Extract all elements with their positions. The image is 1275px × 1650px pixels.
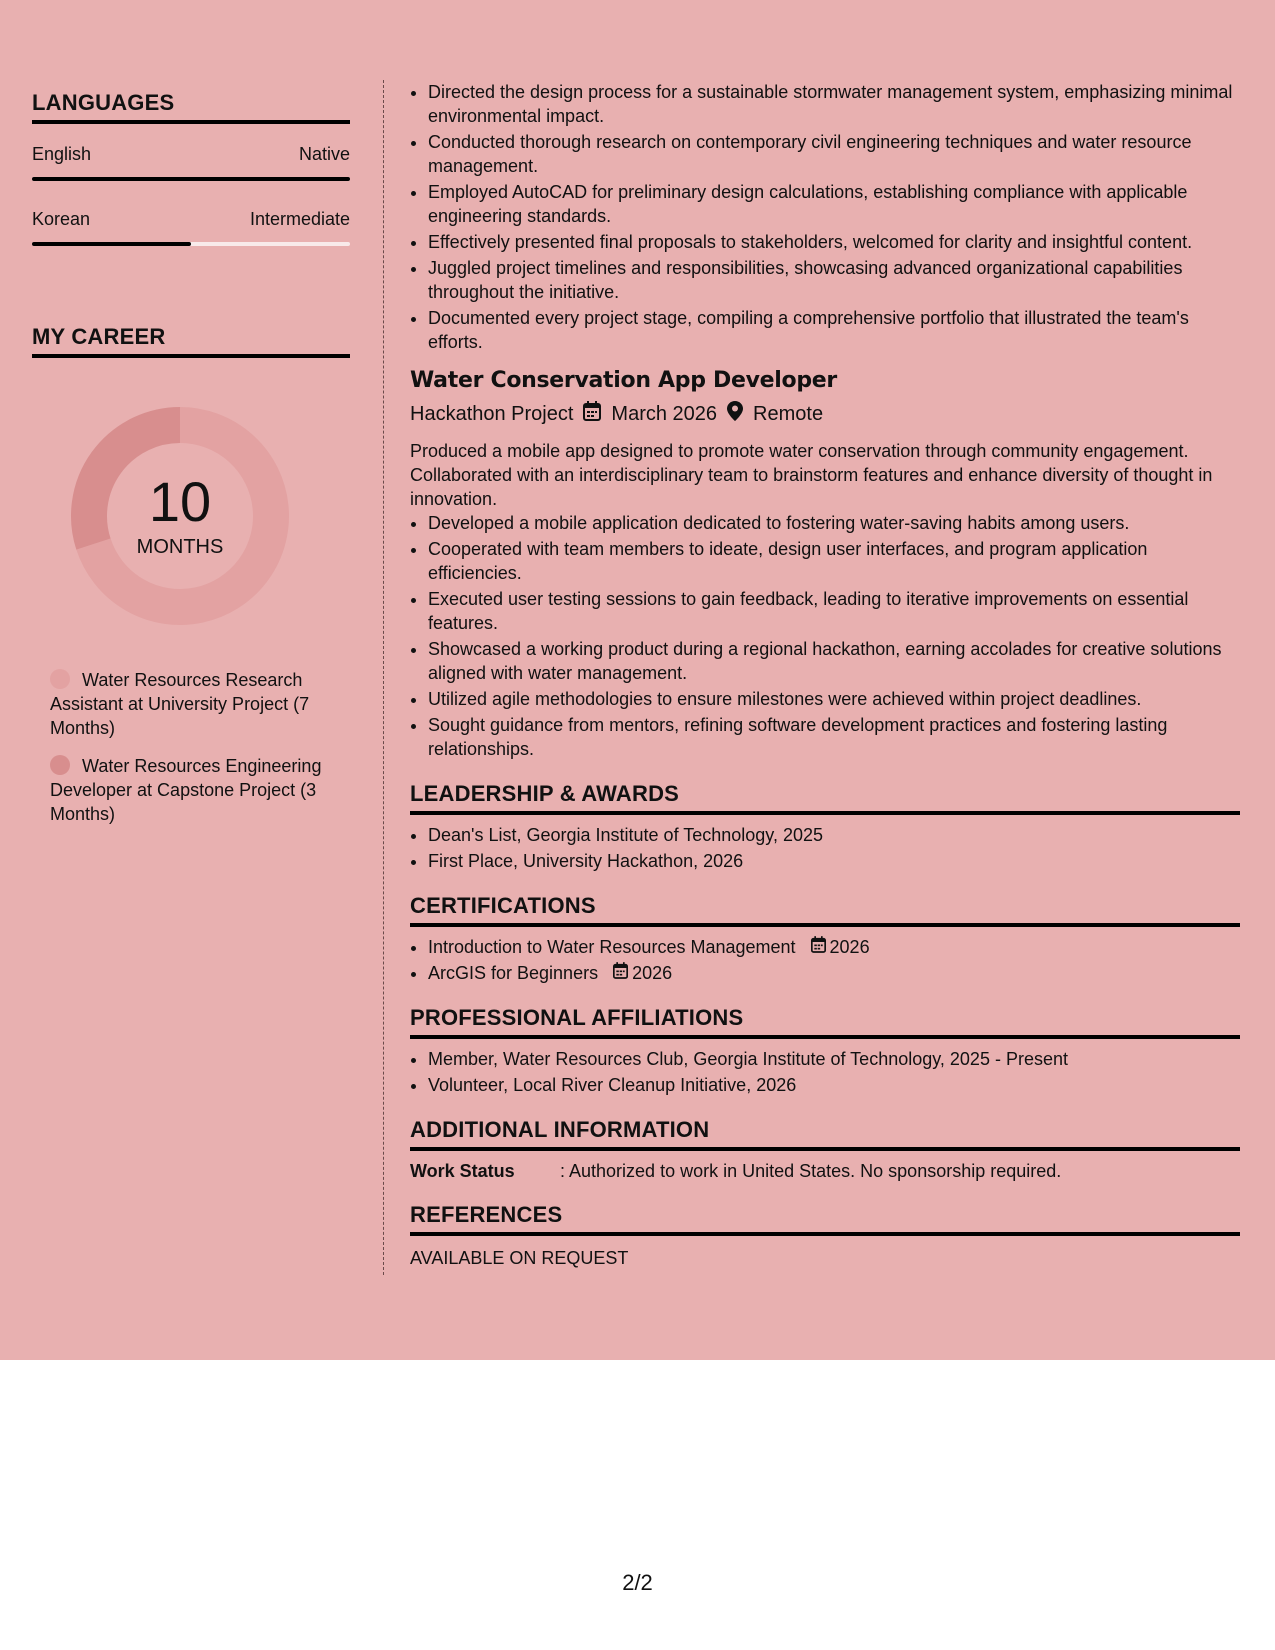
list-item: • Executed user testing sessions to gain feedback, leading to iterative improvements on essential features.	[428, 587, 1240, 635]
calendar-icon	[811, 935, 826, 959]
career-legend	[50, 668, 350, 826]
list-item	[428, 961, 1240, 985]
job-location: Remote	[753, 402, 824, 425]
language-proficiency-fill	[32, 242, 191, 246]
list-item: • Effectively presented final proposals to stakeholders, welcomed for clarity and insightful content.	[428, 230, 1240, 254]
job-org: Hackathon Project	[410, 402, 574, 425]
legend-dot	[50, 669, 70, 689]
list-item: • Directed the design process for a sustainable stormwater management system, emphasizing minimal environmental impact.	[428, 80, 1240, 128]
work-status-value: : Authorized to work in United States. No sponsorship required.	[560, 1161, 1062, 1181]
left-column	[32, 90, 350, 840]
list-item: • Juggled project timelines and responsibilities, showcasing advanced organizational capabilities throughout the initiative.	[428, 256, 1240, 304]
work-status-label: Work Status	[410, 1161, 515, 1181]
calendar-icon	[583, 401, 601, 427]
language-level: Native	[298, 144, 350, 164]
language-name: English	[32, 144, 92, 164]
language-proficiency-fill	[32, 177, 350, 181]
list-item: • Employed AutoCAD for preliminary design calculations, establishing compliance with applicable engineering standards.	[428, 180, 1240, 228]
leadership-section	[410, 781, 1240, 873]
job-title: Water Conservation App Developer	[410, 368, 837, 393]
cert-name: ArcGIS for Beginners	[428, 963, 599, 983]
language-proficiency-bar	[32, 242, 350, 246]
location-pin-icon	[727, 401, 743, 427]
job-description: Produced a mobile app designed to promote water conservation through community engagement. Collaborated with an interdisciplinary team to brainstorm features and enhance diversity of thought in innovation.	[410, 441, 1213, 509]
additional-title: ADDITIONAL INFORMATION	[410, 1117, 1240, 1151]
language-item-english	[32, 144, 350, 181]
leadership-title: LEADERSHIP & AWARDS	[410, 781, 1240, 815]
additional-section	[410, 1117, 1240, 1182]
career-total-number: 10	[148, 469, 212, 533]
language-name: Korean	[32, 209, 91, 229]
certifications-section	[410, 893, 1240, 985]
career-donut-chart	[66, 402, 294, 630]
certifications-title: CERTIFICATIONS	[410, 893, 1240, 927]
language-proficiency-bar	[32, 177, 350, 181]
references-title: REFERENCES	[410, 1202, 1240, 1236]
list-item	[428, 935, 1240, 959]
list-item: • Showcased a working product during a regional hackathon, earning accolades for creative solutions aligned with water management.	[428, 637, 1240, 685]
legend-label: Water Resources Research Assistant at University Project (7 Months)	[50, 670, 310, 738]
career-total-unit: MONTHS	[136, 535, 224, 558]
languages-title: LANGUAGES	[32, 90, 350, 124]
job-date: March 2026	[611, 402, 718, 425]
list-item: • Dean's List, Georgia Institute of Technology, 2025	[428, 823, 1240, 847]
page-number: 2/2	[622, 1570, 653, 1595]
cert-year: 2026	[632, 963, 673, 983]
list-item: • Sought guidance from mentors, refining software development practices and fostering lasting relationships.	[428, 713, 1240, 761]
cert-name: Introduction to Water Resources Management	[428, 937, 796, 957]
experience-continued-bullets	[410, 80, 1240, 354]
cert-year: 2026	[829, 937, 870, 957]
language-item-korean	[32, 209, 350, 246]
list-item: • Developed a mobile application dedicated to fostering water-saving habits among users.	[428, 511, 1240, 535]
list-item: • Volunteer, Local River Cleanup Initiative, 2026	[428, 1073, 1240, 1097]
donut-center	[66, 402, 294, 630]
list-item: • Cooperated with team members to ideate, design user interfaces, and program application efficiencies.	[428, 537, 1240, 585]
column-divider	[383, 80, 384, 1275]
list-item: • Member, Water Resources Club, Georgia Institute of Technology, 2025 - Present	[428, 1047, 1240, 1071]
language-level: Intermediate	[249, 209, 350, 229]
affiliations-section	[410, 1005, 1240, 1097]
calendar-icon	[613, 961, 628, 985]
career-legend-item	[50, 668, 350, 740]
job-meta	[410, 401, 1240, 427]
right-column	[410, 80, 1240, 1269]
list-item: • Documented every project stage, compiling a comprehensive portfolio that illustrated the team's efforts.	[428, 306, 1240, 354]
list-item: • Conducted thorough research on contemporary civil engineering techniques and water resource management.	[428, 130, 1240, 178]
legend-label: Water Resources Engineering Developer at Capstone Project (3 Months)	[50, 756, 322, 824]
work-status-row	[410, 1161, 1240, 1182]
list-item: • First Place, University Hackathon, 2026	[428, 849, 1240, 873]
list-item: • Utilized agile methodologies to ensure milestones were achieved within project deadlines.	[428, 687, 1240, 711]
affiliations-title: PROFESSIONAL AFFILIATIONS	[410, 1005, 1240, 1039]
references-text: AVAILABLE ON REQUEST	[410, 1248, 629, 1268]
career-legend-item	[50, 754, 350, 826]
references-section	[410, 1202, 1240, 1269]
job-bullets	[410, 511, 1240, 761]
legend-dot	[50, 755, 70, 775]
career-title: MY CAREER	[32, 324, 350, 358]
